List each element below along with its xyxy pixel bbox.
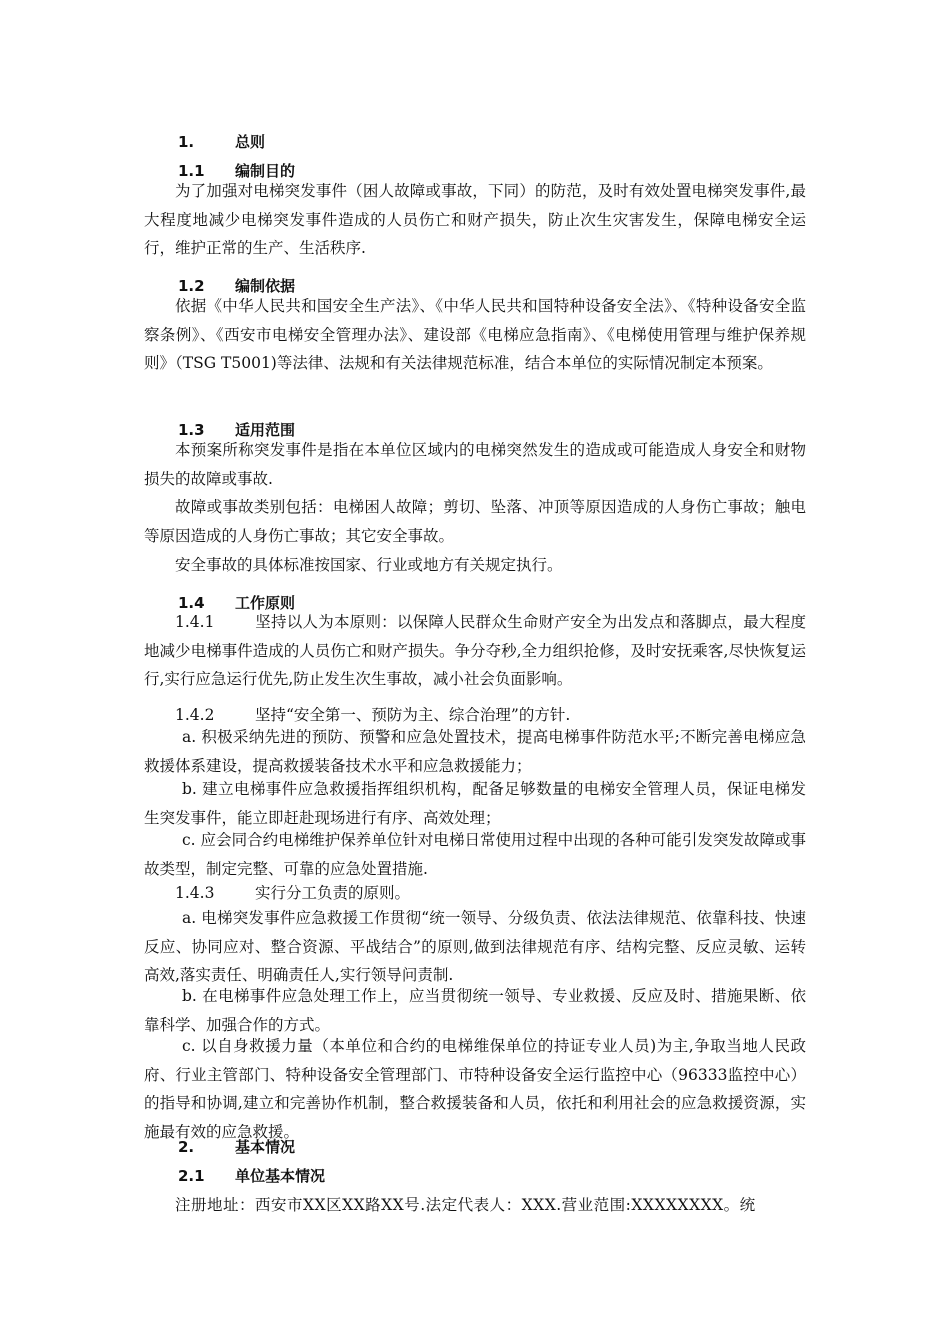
paragraph [144,608,806,694]
section-number: 1.4 [178,594,205,612]
paragraph: 故障或事故类别包括：电梯困人故障；剪切、坠落、冲顶等原因造成的人身伤亡事故；触电等原因造成的人身伤亡事故；其它安全事故。 [144,498,806,545]
paragraph: 本预案所称突发事件是指在本单位区域内的电梯突然发生的造成或可能造成人身安全和财物损失的故障或事故. [144,441,806,488]
paragraph: 为了加强对电梯突发事件（困人故障或事故，下同）的防范，及时有效处置电梯突发事件,最大程度地减少电梯突发事件造成的人员伤亡和财产损失，防止次生灾害发生，保障电梯安全运行，维护正常的生产、生活秩序. [144,182,806,258]
clause-text: 坚持“安全第一、预防为主、综合治理”的方针. [255,706,571,724]
section-title: 单位基本情况 [235,1167,326,1185]
list-item: b. 在电梯事件应急处理工作上，应当贯彻统一领导、专业救援、反应及时、措施果断、依靠科学、加强合作的方式。 [144,987,806,1034]
section-number: 1.2 [178,277,205,295]
clause-text: 实行分工负责的原则。 [255,884,411,902]
list-item: c. 以自身救援力量（本单位和合约的电梯维保单位的持证专业人员)为主,争取当地人民政府、行业主管部门、特种设备安全管理部门、市特种设备安全运行监控中心（96333监控中心）的指导和协调,建立和完善协作机制，整合救援装备和人员，依托和利用社会的应急救援资源，实施最有效的应急救援。 [144,1037,806,1141]
section-number: 1.3 [178,421,205,439]
section-number: 1. [178,133,195,151]
section-title: 总则 [235,133,266,151]
paragraph: 安全事故的具体标准按国家、行业或地方有关规定执行。 [175,556,563,574]
section-title: 工作原则 [235,594,296,612]
section-title: 基本情况 [235,1138,296,1156]
clause-text: 坚持以人为本原则：以保障人民群众生命财产安全为出发点和落脚点，最大程度地减少电梯事件造成的人员伤亡和财产损失。争分夺秒,全力组织抢修，及时安抚乘客,尽快恢复运行,实行应急运行优先,防止发生次生事故，减小社会负面影响。 [144,613,806,689]
paragraph: 注册地址：西安市XX区XX路XX号.法定代表人：XXX.营业范围:XXXXXXXX。统 [175,1196,756,1214]
section-number: 2.1 [178,1167,205,1185]
clause-number: 1.4.2 [175,706,215,724]
section-number: 2. [178,1138,195,1156]
section-title: 适用范围 [235,421,296,439]
list-item: c. 应会同合约电梯维护保养单位针对电梯日常使用过程中出现的各种可能引发突发故障或事故类型，制定完整、可靠的应急处置措施. [144,831,806,878]
section-title: 编制依据 [235,277,296,295]
list-item: b. 建立电梯事件应急救援指挥组织机构，配备足够数量的电梯安全管理人员，保证电梯发生突发事件，能立即赶赴现场进行有序、高效处理； [144,780,806,827]
clause-number: 1.4.1 [175,613,215,631]
paragraph: 依据《中华人民共和国安全生产法》、《中华人民共和国特种设备安全法》、《特种设备安全监察条例》、《西安市电梯安全管理办法》、建设部《电梯应急指南》、《电梯使用管理与维护保养规则》（TSG T5001)等法律、法规和有关法律规范标准，结合本单位的实际情况制定本预案。 [144,297,806,373]
section-number: 1.1 [178,162,205,180]
section-title: 编制目的 [235,162,296,180]
list-item: a. 积极采纳先进的预防、预警和应急处置技术，提高电梯事件防范水平;不断完善电梯应急救援体系建设，提高救援装备技术水平和应急救援能力； [144,728,806,775]
clause-number: 1.4.3 [175,884,215,902]
list-item: a. 电梯突发事件应急救援工作贯彻“统一领导、分级负责、依法法律规范、依靠科技、快速反应、协同应对、整合资源、平战结合”的原则,做到法律规范有序、结构完整、反应灵敏、运转高效,落实责任、明确责任人,实行领导问责制. [144,909,806,985]
